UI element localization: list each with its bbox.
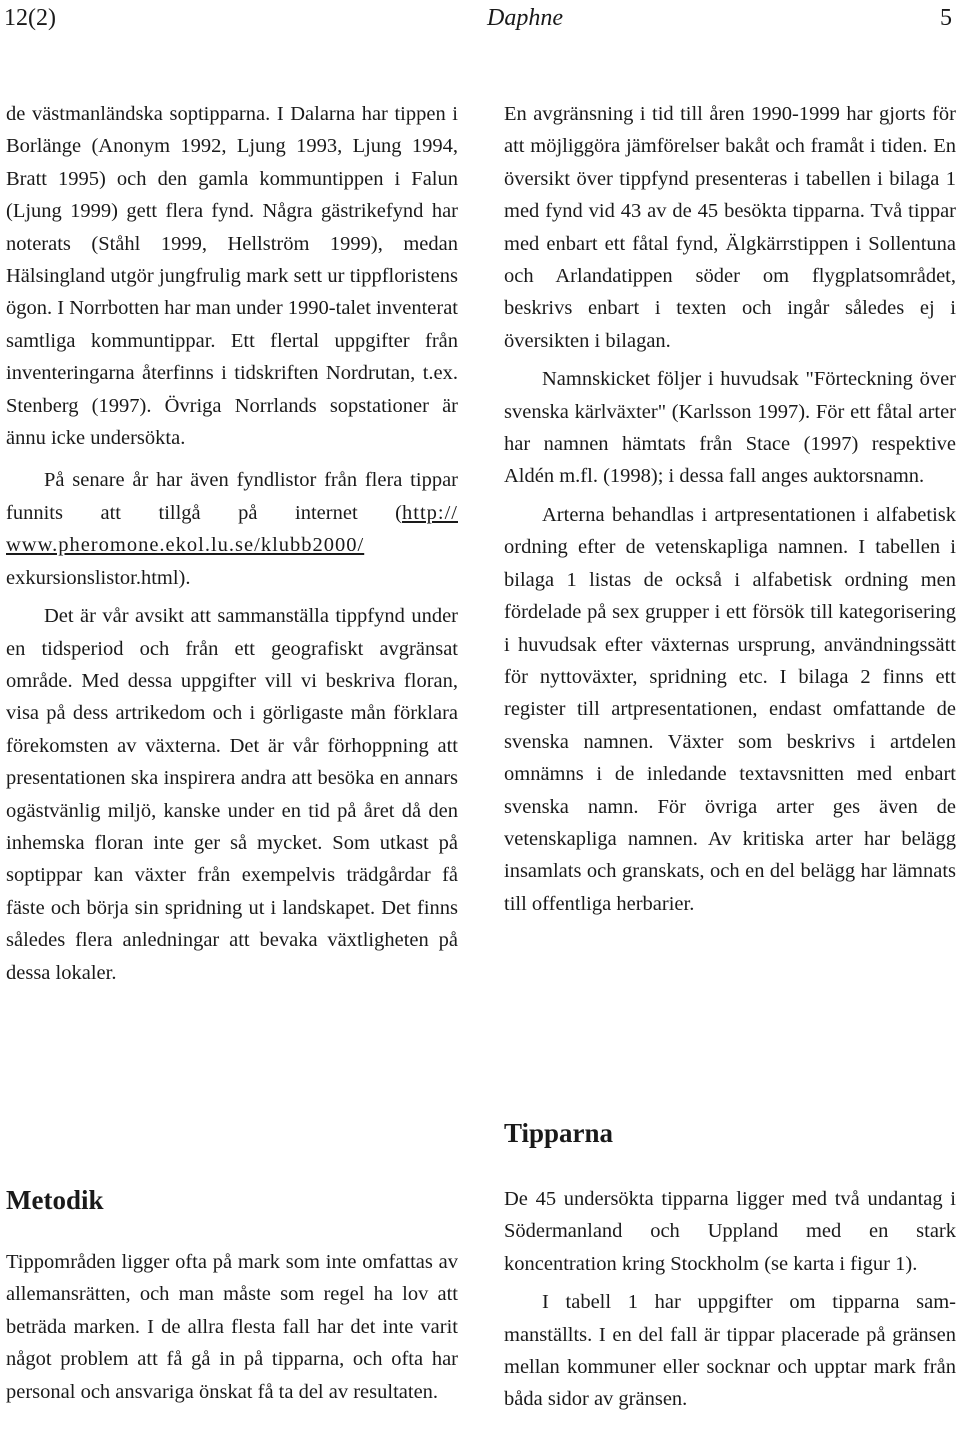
paragraph: Tippområden ligger ofta på mark som inte omfattas av allemansrätten, och man måste som regel ha lov att beträda marken. I de allra flesta fall har det inte varit något problem att få gå in på tipparna, och ofta har personal och ansvariga önskat få ta del av resultaten. — [6, 1251, 458, 1403]
paragraph-text: På senare år har även fyndlistor från flera tippar funnits att tillgå på internet ( — [6, 469, 458, 524]
paragraph: I tabell 1 har uppgifter om tipparna sammanställts. I en del fall är tippar placerade på gränsen mellan kommuner eller socknar och upptar mark från båda sidor av gränsen. — [504, 1291, 956, 1411]
right-column — [504, 98, 956, 920]
paragraph: En avgränsning i tid till åren 1990-1999 har gjorts för att möjliggöra jämförelser bakåt och framåt i tiden. En översikt över tippfynd presenteras i tabellen i bilaga 1 med fynd vid 43 av de 45 besökta tipparna. Två tippar med enbart ett fåtal fynd, Älgkärrstippen i Sollentuna och Arlandatippen söder om flygplatsområdet, beskrivs enbart i texten och ingår således ej i översikten i bilagan. — [504, 103, 956, 352]
paragraph: Det är vår avsikt att sammanställa tippfynd under en tidsperiod och från ett geografiskt avgränsat område. Med dessa uppgifter vill vi beskriva floran, visa på dess artrikedom och i görligaste mån förklara förekomsten av växterna. Det är vår förhoppning att presentationen ska inspirera andra att besöka en annars ogästvänlig miljö, kanske under en tid på året då den inhemska floran inte ger så mycket. Som utkast på soptippar kan växter från exempelvis trädgårdar få fäste och börja sin spridning ut i landskapet. Det finns således flera anledningar att bevaka växtligheten på dessa lokaler. — [6, 605, 458, 984]
section-heading-tipparna: Tipparna — [504, 1118, 614, 1148]
internet-link[interactable]: http:// www.pheromone.ekol.lu.se/klubb2000/ — [6, 501, 458, 557]
left-column — [6, 98, 458, 989]
paragraph: de västmanländska soptipparna. I Dalarna har tippen i Borlänge (Anonym 1992, Ljung 1993, Ljung 1994, Bratt 1995) och den gamla kommuntippen i Falun (Ljung 1999) gett flera fynd. Några gästrikefynd har noterats (Ståhl 1999, Hellström 1999), medan Hälsingland utgör jungfrulig mark sett ur tippfloristens ögon. I Norrbotten har man under 1990-talet inventerat samtliga kommuntippar. Ett flertal uppgifter från inventeringarna återfinns i tidskriften Nordrutan, t.ex. Stenberg (1997). Övriga Norrlands sopstationer är ännu icke undersökta. — [6, 103, 458, 450]
paragraph: De 45 undersökta tipparna ligger med två undantag i Södermanland och Uppland med en stark koncentration kring Stockholm (se karta i figur 1). — [504, 1188, 956, 1275]
paragraph — [6, 464, 458, 594]
right-column-bottom — [504, 1183, 956, 1416]
section-heading-metodik: Metodik — [6, 1185, 104, 1215]
page-number: 5 — [940, 5, 952, 31]
journal-title: Daphne — [487, 5, 563, 31]
paragraph: Arterna behandlas i artpresentationen i alfabetisk ordning efter de vetenskapliga namnen. I tabellen i bilaga 1 listas de också i alfabetisk ordning men fördelade på sex grupper i ett försök till kategorisering i huvudsak efter växternas ursprung, användningssätt för nyttoväxter, spridning etc. I bilaga 2 finns ett register till artpresentationen, endast omfattande de svenska namnen. Växter som beskrivs i artdelen omnämns i de inledande textavsnitten med enbart svenska namn. För övriga arter ges även de vetenskapliga namnen. Av kritiska arter har belägg insamlats och granskats, och en del belägg har lämnats till offentliga herbarier. — [504, 503, 956, 915]
paragraph-text: exkursionslistor.html). — [6, 566, 191, 589]
left-column-bottom — [6, 1246, 458, 1408]
issue-number: 12(2) — [4, 5, 56, 31]
running-header — [0, 0, 960, 36]
paragraph: Namnskicket följer i huvudsak "Förteckning över svenska kärlväxter" (Karlsson 1997). För ett fåtal arter har namnen hämtats från Stace (1997) respektive Aldén m.fl. (1998); i dessa fall anges auktorsnamn. — [504, 368, 956, 488]
